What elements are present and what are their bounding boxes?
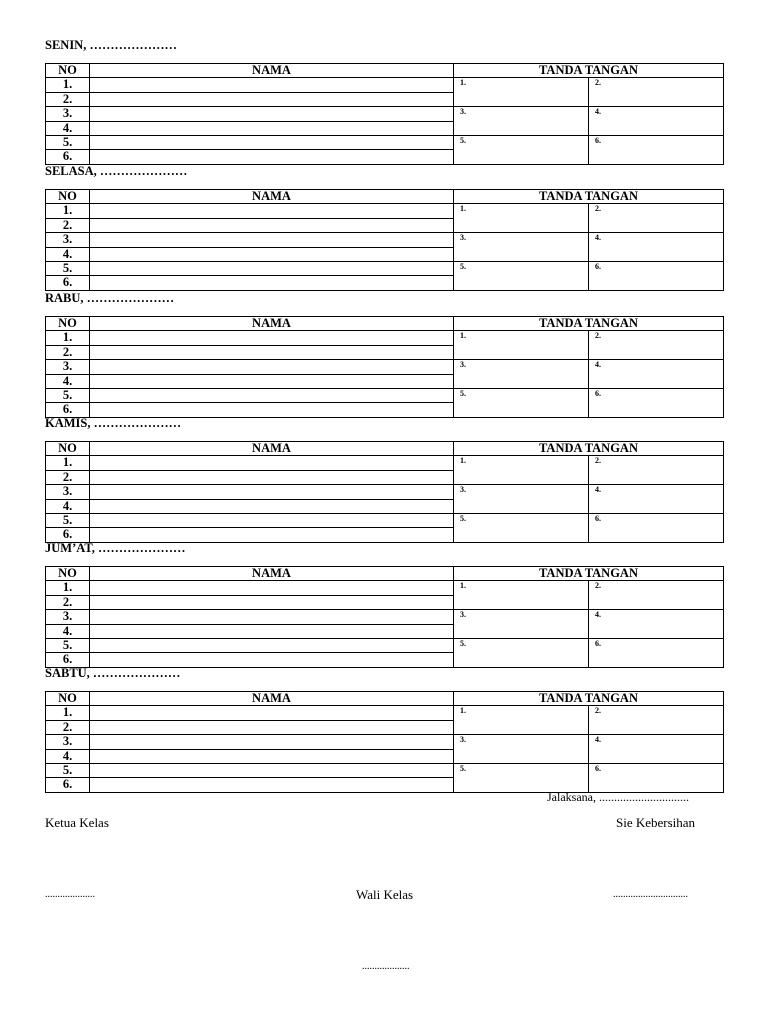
- name-cell[interactable]: [90, 456, 454, 470]
- sie-kebersihan-signature-line: ..............................: [613, 889, 688, 900]
- name-cell[interactable]: [90, 499, 454, 513]
- signature-number: 1.: [460, 204, 466, 214]
- table-row: [46, 107, 724, 121]
- signature-cell[interactable]: [589, 331, 724, 360]
- name-cell[interactable]: [90, 233, 454, 247]
- signature-number: 3.: [460, 233, 466, 243]
- signature-number: 4.: [595, 107, 601, 117]
- header-nama: NAMA: [90, 692, 454, 706]
- row-number: 4.: [46, 749, 90, 763]
- table-row: [46, 706, 724, 720]
- table-row: [46, 135, 724, 149]
- name-cell[interactable]: [90, 513, 454, 527]
- signature-number: 4.: [595, 610, 601, 620]
- header-tanda-tangan: TANDA TANGAN: [454, 317, 724, 331]
- signature-cell[interactable]: [454, 78, 589, 107]
- signature-cell[interactable]: [454, 388, 589, 417]
- signature-cell[interactable]: [454, 735, 589, 764]
- attendance-table: [45, 691, 724, 793]
- row-number: 4.: [46, 121, 90, 135]
- signature-number: 1.: [460, 456, 466, 466]
- attendance-table: [45, 316, 724, 418]
- signature-cell[interactable]: [589, 735, 724, 764]
- signature-number: 5.: [460, 388, 466, 398]
- day-title: RABU, …………………: [45, 291, 175, 305]
- signature-cell[interactable]: [589, 706, 724, 735]
- row-number: 5.: [46, 261, 90, 275]
- name-cell[interactable]: [90, 485, 454, 499]
- signature-cell[interactable]: [589, 107, 724, 136]
- name-cell[interactable]: [90, 247, 454, 261]
- name-cell[interactable]: [90, 360, 454, 374]
- table-header-row: [46, 692, 724, 706]
- row-number: 6.: [46, 778, 90, 792]
- signature-number: 4.: [595, 360, 601, 370]
- signature-number: 2.: [595, 581, 601, 591]
- signature-number: 6.: [595, 763, 601, 773]
- signature-cell[interactable]: [589, 513, 724, 542]
- signature-cell[interactable]: [589, 204, 724, 233]
- row-number: 2.: [46, 92, 90, 106]
- signature-cell[interactable]: [454, 360, 589, 389]
- row-number: 6.: [46, 653, 90, 667]
- signature-number: 6.: [595, 513, 601, 523]
- signature-number: 5.: [460, 638, 466, 648]
- signature-number: 3.: [460, 735, 466, 745]
- signature-number: 3.: [460, 485, 466, 495]
- signature-number: 2.: [595, 204, 601, 214]
- table-row: [46, 204, 724, 218]
- table-row: [46, 388, 724, 402]
- row-number: 3.: [46, 485, 90, 499]
- name-cell[interactable]: [90, 261, 454, 275]
- signature-cell[interactable]: [454, 204, 589, 233]
- signature-cell[interactable]: [454, 763, 589, 792]
- signature-number: 2.: [595, 78, 601, 88]
- row-number: 6.: [46, 276, 90, 290]
- name-cell[interactable]: [90, 331, 454, 345]
- header-no: NO: [46, 442, 90, 456]
- row-number: 1.: [46, 331, 90, 345]
- signature-number: 1.: [460, 78, 466, 88]
- table-row: [46, 233, 724, 247]
- signature-cell[interactable]: [454, 706, 589, 735]
- signature-number: 2.: [595, 456, 601, 466]
- header-no: NO: [46, 567, 90, 581]
- table-row: [46, 331, 724, 345]
- row-number: 3.: [46, 107, 90, 121]
- signature-cell[interactable]: [589, 485, 724, 514]
- row-number: 4.: [46, 499, 90, 513]
- row-number: 3.: [46, 610, 90, 624]
- row-number: 4.: [46, 374, 90, 388]
- signature-cell[interactable]: [454, 610, 589, 639]
- name-cell[interactable]: [90, 78, 454, 92]
- row-number: 2.: [46, 470, 90, 484]
- name-cell[interactable]: [90, 276, 454, 290]
- row-number: 2.: [46, 345, 90, 359]
- name-cell[interactable]: [90, 218, 454, 232]
- signature-cell[interactable]: [454, 331, 589, 360]
- table-row: [46, 763, 724, 777]
- header-nama: NAMA: [90, 64, 454, 78]
- signature-number: 3.: [460, 610, 466, 620]
- signature-cell[interactable]: [589, 135, 724, 164]
- name-cell[interactable]: [90, 610, 454, 624]
- signature-cell[interactable]: [454, 261, 589, 290]
- header-no: NO: [46, 190, 90, 204]
- table-row: [46, 735, 724, 749]
- table-row: [46, 581, 724, 595]
- attendance-table: [45, 441, 724, 543]
- attendance-table: [45, 189, 724, 291]
- name-cell[interactable]: [90, 345, 454, 359]
- name-cell[interactable]: [90, 470, 454, 484]
- wali-kelas-label: Wali Kelas: [356, 887, 414, 902]
- name-cell[interactable]: [90, 624, 454, 638]
- signature-cell[interactable]: [589, 261, 724, 290]
- name-cell[interactable]: [90, 135, 454, 149]
- name-cell[interactable]: [90, 92, 454, 106]
- attendance-table: [45, 63, 724, 165]
- signature-number: 6.: [595, 638, 601, 648]
- name-cell[interactable]: [90, 720, 454, 734]
- attendance-table: [45, 566, 724, 668]
- signature-number: 4.: [595, 233, 601, 243]
- row-number: 3.: [46, 233, 90, 247]
- ketua-kelas-signature-line: ....................: [45, 889, 95, 900]
- row-number: 1.: [46, 456, 90, 470]
- row-number: 3.: [46, 360, 90, 374]
- header-no: NO: [46, 64, 90, 78]
- signature-cell[interactable]: [589, 763, 724, 792]
- header-tanda-tangan: TANDA TANGAN: [454, 442, 724, 456]
- header-tanda-tangan: TANDA TANGAN: [454, 64, 724, 78]
- row-number: 5.: [46, 135, 90, 149]
- header-tanda-tangan: TANDA TANGAN: [454, 190, 724, 204]
- name-cell[interactable]: [90, 388, 454, 402]
- signature-number: 4.: [595, 735, 601, 745]
- signature-number: 5.: [460, 763, 466, 773]
- signature-number: 2.: [595, 706, 601, 716]
- row-number: 6.: [46, 528, 90, 542]
- header-nama: NAMA: [90, 442, 454, 456]
- row-number: 2.: [46, 720, 90, 734]
- table-row: [46, 261, 724, 275]
- wali-kelas-signature-line: ...................: [362, 961, 410, 972]
- day-title: SELASA, …………………: [45, 164, 188, 178]
- signature-cell[interactable]: [454, 456, 589, 485]
- row-number: 5.: [46, 513, 90, 527]
- signature-number: 5.: [460, 261, 466, 271]
- day-title: JUM’AT, …………………: [45, 541, 186, 555]
- row-number: 3.: [46, 735, 90, 749]
- signature-number: 4.: [595, 485, 601, 495]
- row-number: 6.: [46, 403, 90, 417]
- row-number: 1.: [46, 204, 90, 218]
- signature-number: 1.: [460, 331, 466, 341]
- row-number: 4.: [46, 247, 90, 261]
- name-cell[interactable]: [90, 595, 454, 609]
- signature-cell[interactable]: [589, 233, 724, 262]
- row-number: 6.: [46, 150, 90, 164]
- day-title: SENIN, …………………: [45, 38, 177, 52]
- signature-number: 6.: [595, 261, 601, 271]
- place-date: Jalaksana, ..............................: [547, 790, 689, 804]
- signature-cell[interactable]: [589, 638, 724, 667]
- row-number: 2.: [46, 595, 90, 609]
- signature-number: 1.: [460, 706, 466, 716]
- name-cell[interactable]: [90, 150, 454, 164]
- signature-cell[interactable]: [589, 610, 724, 639]
- header-tanda-tangan: TANDA TANGAN: [454, 692, 724, 706]
- name-cell[interactable]: [90, 749, 454, 763]
- signature-cell[interactable]: [589, 360, 724, 389]
- name-cell[interactable]: [90, 581, 454, 595]
- table-row: [46, 610, 724, 624]
- name-cell[interactable]: [90, 121, 454, 135]
- name-cell[interactable]: [90, 638, 454, 652]
- name-cell[interactable]: [90, 763, 454, 777]
- signature-cell[interactable]: [454, 485, 589, 514]
- signature-number: 3.: [460, 360, 466, 370]
- table-header-row: [46, 442, 724, 456]
- name-cell[interactable]: [90, 374, 454, 388]
- table-row: [46, 485, 724, 499]
- row-number: 5.: [46, 638, 90, 652]
- name-cell[interactable]: [90, 735, 454, 749]
- signature-cell[interactable]: [454, 638, 589, 667]
- signature-number: 6.: [595, 388, 601, 398]
- row-number: 5.: [46, 763, 90, 777]
- signature-number: 2.: [595, 331, 601, 341]
- signature-number: 6.: [595, 135, 601, 145]
- signature-number: 3.: [460, 107, 466, 117]
- row-number: 4.: [46, 624, 90, 638]
- signature-cell[interactable]: [454, 581, 589, 610]
- signature-cell[interactable]: [454, 233, 589, 262]
- name-cell[interactable]: [90, 706, 454, 720]
- signature-cell[interactable]: [589, 78, 724, 107]
- row-number: 1.: [46, 706, 90, 720]
- table-row: [46, 513, 724, 527]
- table-row: [46, 456, 724, 470]
- header-tanda-tangan: TANDA TANGAN: [454, 567, 724, 581]
- table-header-row: [46, 190, 724, 204]
- table-row: [46, 638, 724, 652]
- signature-number: 5.: [460, 513, 466, 523]
- row-number: 1.: [46, 78, 90, 92]
- day-title: SABTU, …………………: [45, 666, 181, 680]
- signature-cell[interactable]: [589, 456, 724, 485]
- signature-cell[interactable]: [589, 581, 724, 610]
- signature-number: 5.: [460, 135, 466, 145]
- name-cell[interactable]: [90, 204, 454, 218]
- header-no: NO: [46, 317, 90, 331]
- row-number: 2.: [46, 218, 90, 232]
- table-header-row: [46, 317, 724, 331]
- header-nama: NAMA: [90, 317, 454, 331]
- table-row: [46, 360, 724, 374]
- header-nama: NAMA: [90, 567, 454, 581]
- table-row: [46, 78, 724, 92]
- name-cell[interactable]: [90, 778, 454, 792]
- row-number: 1.: [46, 581, 90, 595]
- signature-cell[interactable]: [454, 135, 589, 164]
- day-title: KAMIS, …………………: [45, 416, 182, 430]
- ketua-kelas-label: Ketua Kelas: [45, 815, 109, 830]
- table-header-row: [46, 64, 724, 78]
- signature-cell[interactable]: [589, 388, 724, 417]
- name-cell[interactable]: [90, 107, 454, 121]
- sie-kebersihan-label: Sie Kebersihan: [616, 815, 696, 830]
- header-nama: NAMA: [90, 190, 454, 204]
- signature-number: 1.: [460, 581, 466, 591]
- signature-cell[interactable]: [454, 513, 589, 542]
- signature-cell[interactable]: [454, 107, 589, 136]
- table-header-row: [46, 567, 724, 581]
- row-number: 5.: [46, 388, 90, 402]
- header-no: NO: [46, 692, 90, 706]
